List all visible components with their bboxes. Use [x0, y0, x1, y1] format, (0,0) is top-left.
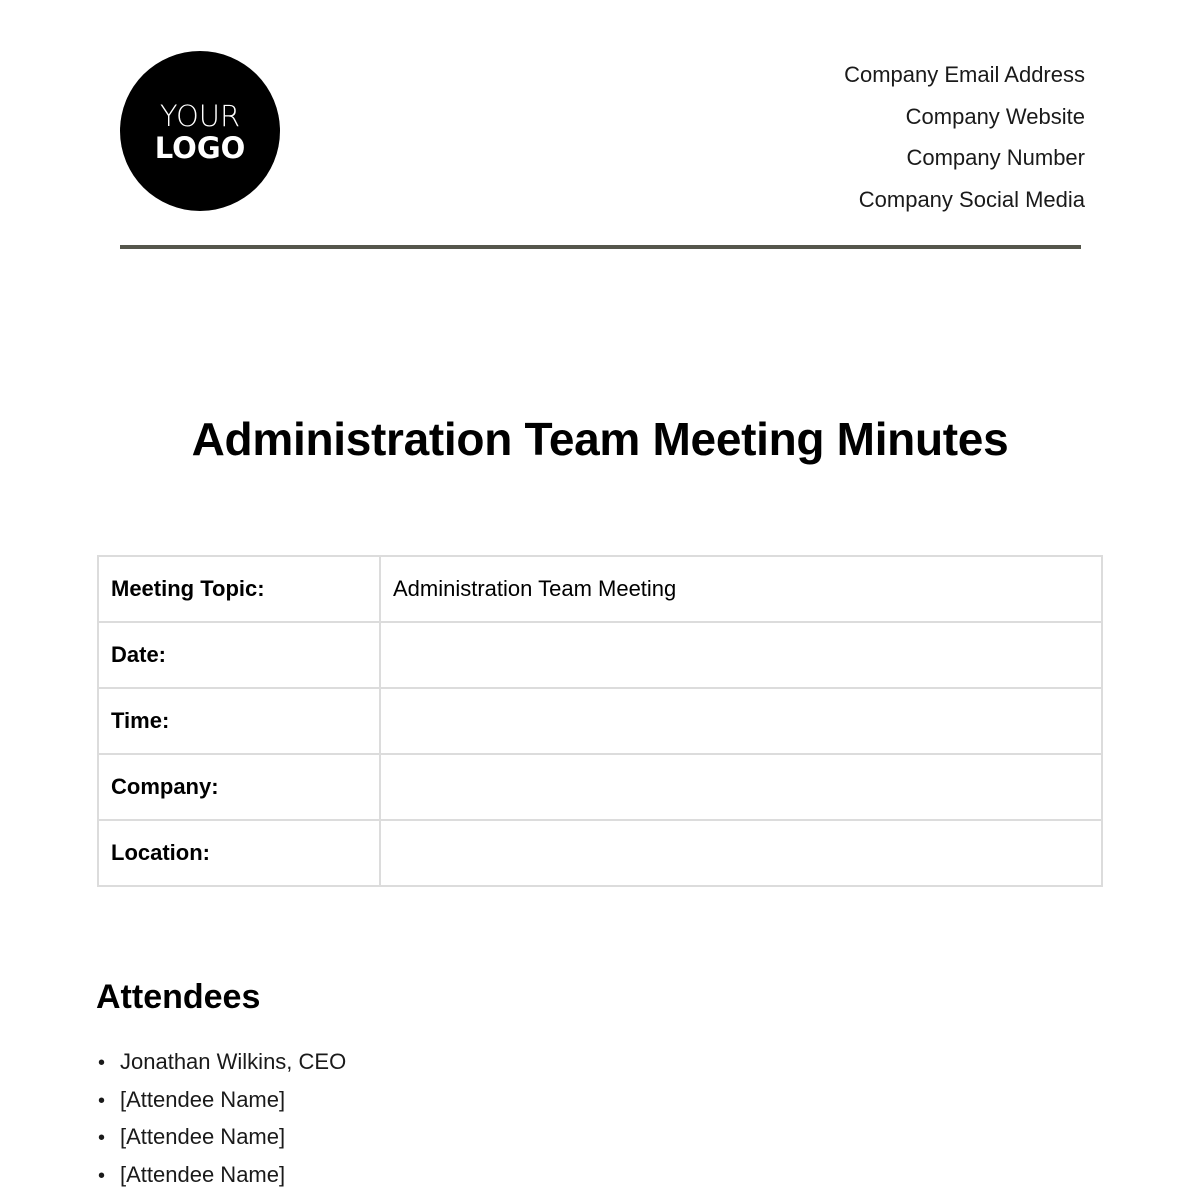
- company-label: Company:: [98, 754, 380, 820]
- document-title: Administration Team Meeting Minutes: [191, 413, 1009, 465]
- list-item: • [Attendee Name]: [98, 1157, 346, 1195]
- table-row: [98, 622, 1102, 688]
- attendees-heading: Attendees: [96, 978, 261, 1016]
- meeting-topic-value[interactable]: Administration Team Meeting: [380, 556, 1102, 622]
- company-value[interactable]: [380, 754, 1102, 820]
- header-divider: [120, 245, 1081, 249]
- table-row: [98, 688, 1102, 754]
- list-item: • [Attendee Name]: [98, 1082, 346, 1120]
- time-label: Time:: [98, 688, 380, 754]
- table-row: [98, 820, 1102, 886]
- date-label: Date:: [98, 622, 380, 688]
- meeting-info-table: [97, 555, 1103, 887]
- meeting-topic-label: Meeting Topic:: [98, 556, 380, 622]
- company-logo: [120, 51, 280, 211]
- time-value[interactable]: [380, 688, 1102, 754]
- date-value[interactable]: [380, 622, 1102, 688]
- list-item: • Jonathan Wilkins, CEO: [98, 1044, 346, 1082]
- company-website: Company Website: [905, 103, 1085, 129]
- logo-text-your: YOUR: [159, 99, 241, 133]
- list-item: • [Attendee Name]: [98, 1119, 346, 1157]
- company-social-media: Company Social Media: [858, 187, 1085, 213]
- logo-text-logo: LOGO: [154, 131, 246, 165]
- company-number: Company Number: [906, 145, 1085, 171]
- attendees-list: [98, 1044, 346, 1194]
- location-label: Location:: [98, 820, 380, 886]
- table-row: [98, 754, 1102, 820]
- company-contact-block: [844, 54, 1085, 221]
- table-row: [98, 556, 1102, 622]
- company-email: Company Email Address: [844, 62, 1085, 87]
- location-value[interactable]: [380, 820, 1102, 886]
